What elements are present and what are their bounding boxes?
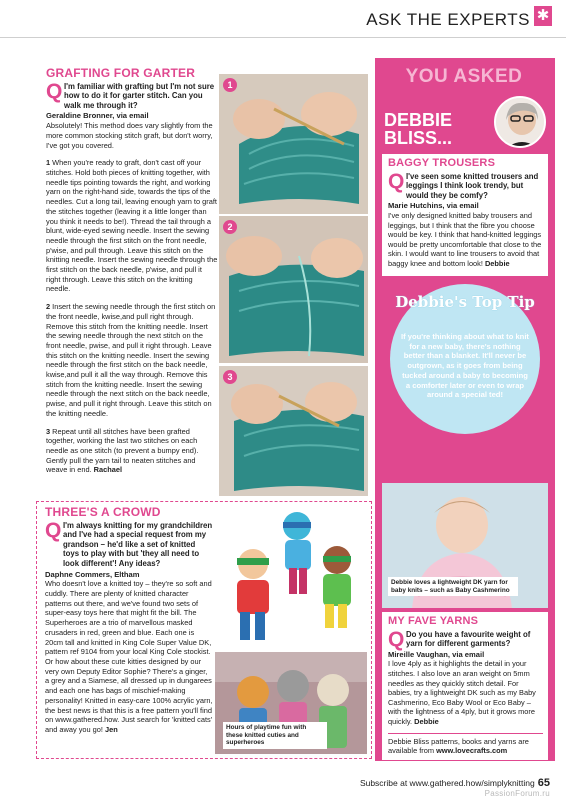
trousers-signoff: Debbie — [484, 258, 510, 268]
grafting-step-2 — [46, 302, 218, 418]
grafting-signoff: Rachael — [93, 465, 123, 475]
trousers-answer — [388, 211, 543, 269]
crowd-article — [36, 501, 372, 759]
subscribe-text[interactable]: Subscribe at www.gathered.how/simplyknitting — [359, 778, 535, 788]
crowd-question — [45, 518, 213, 569]
grafting-intro: Absolutely! This method does vary slightly from the more common stocking stitch graft, but don't worry, I've got you covered. — [46, 121, 213, 150]
step-photo-1 — [219, 74, 368, 214]
step-number-badge: 1 — [223, 78, 237, 92]
baby-caption: Debbie loves a lightweight DK yarn for baby knits – such as Baby Cashmerino — [388, 577, 518, 596]
step-text: When you're ready to graft, don't cast off your stitches. Hold both pieces of knitting together, with needle tips pointing towards the right, and working yarn on the right-hand side, towards the tips of the needles. Cut a long tail, leaving enough yarn to graft the stitches together (leaving it a little longer than you think it needs to be!). Thread the tail through a blunt, wide-eyed sewing needle. Insert the sewing needle through the first stitch on the front needle, p'wise, and pull through. Leave this stitch on the knitting needle. Insert the sewing needle through the first stitch on the back needle, p'wise, and pull it right through. Leave this stitch on the knitting needle. — [46, 158, 218, 294]
watermark: PassionForum.ru — [484, 789, 550, 798]
question-q-icon: Q — [46, 79, 63, 103]
trousers-question — [388, 169, 543, 201]
page-footer — [360, 777, 550, 789]
yarns-answer — [388, 659, 543, 726]
knitting-hands-image — [219, 74, 368, 214]
step-number-badge: 3 — [223, 370, 237, 384]
trousers-question-text: I've seen some knitted trousers and leggings I think look trendy, but would they be comfy? — [406, 171, 539, 200]
yarns-signoff: Debbie — [414, 716, 439, 726]
step-photo-2 — [219, 216, 368, 363]
products-link[interactable]: www.lovecrafts.com — [436, 746, 508, 756]
trousers-article — [382, 154, 548, 276]
star-icon: ✱ — [534, 6, 552, 26]
grafting-question — [46, 79, 218, 111]
products-text: Debbie Bliss patterns, books and yarns are available from — [388, 736, 529, 756]
grafting-question-text: I'm familiar with grafting but I'm not sure how to do it for garter stitch. Can you walk me through it? — [64, 81, 215, 110]
crowd-text — [45, 505, 213, 735]
crowd-answer-text: Who doesn't love a knitted toy – they're so soft and cuddly. There are plenty of knitted character patterns out there, and we've found two sets of super-easy toys here that might fit the bill. The Superheroes are a trio of marvellous masked crusaders in red, green and blue. Each one is 20cm tall and knitted in King Cole Super Value DK, pattern ref 9104 from your local King Cole stockist. Or how about these cute kitties designed by our very own Deputy Editor Sophie? There's a ginger, a grey and a Siamese, all dressed up in dungarees and each one has bags of mischief-making personality! Knitted in easy-care 100% acrylic yarn, the best news is that this is a free pattern you'll find on www.gathered.how. Just search for 'knitted cats' and away you go! — [45, 579, 213, 734]
trousers-asker: Marie Hutchins, via email — [388, 201, 479, 211]
expert-name: DEBBIE BLISS... — [384, 110, 453, 148]
step-photo-3 — [219, 366, 368, 496]
grafting-title: GRAFTING FOR GARTER — [46, 66, 196, 80]
crowd-asker: Daphne Commers, Eltham — [45, 569, 140, 579]
grafting-step-3 — [46, 427, 218, 476]
knitting-hands-image — [219, 366, 368, 496]
page-header — [0, 0, 566, 38]
yarns-question-text: Do you have a favourite weight of yarn for different garments? — [406, 629, 531, 649]
crowd-title: THREE'S A CROWD — [45, 505, 161, 519]
yarns-answer-text: I love 4ply as it highlights the detail in your stitches. I also love an aran weight on 5mm needles as they quickly stitch detail. For babies, try a lightweight DK such as my Baby Cashmerino, Eco Baby Wool or Eco Baby – with the lightness of a 4ply, but it grows more quickly. — [388, 659, 536, 726]
section-title: ASK THE EXPERTS — [366, 10, 530, 29]
yarns-asker: Mireille Vaughan, via email — [388, 649, 485, 659]
crowd-signoff: Jen — [105, 724, 118, 734]
grafting-article — [46, 66, 218, 475]
trousers-title: BAGGY TROUSERS — [388, 157, 496, 169]
cats-photo — [215, 652, 367, 754]
yarns-article — [382, 612, 548, 760]
you-asked-banner: YOU ASKED — [405, 66, 523, 87]
superheroes-photo — [219, 508, 366, 650]
step-number: 3 — [46, 426, 51, 436]
question-q-icon: Q — [388, 169, 405, 193]
question-q-icon: Q — [45, 518, 62, 542]
cats-caption: Hours of playtime fun with these knitted cuties and superheroes — [223, 722, 327, 749]
top-tip — [382, 284, 548, 474]
yarns-question — [388, 627, 543, 651]
page-number: 65 — [537, 777, 550, 789]
grafting-step-1 — [46, 158, 218, 294]
step-number: 2 — [46, 302, 51, 312]
step-number-badge: 2 — [223, 220, 237, 234]
step-text: Insert the sewing needle through the first stitch on the front needle, kwise,and pull right through. Remove this stitch from the knitting needle. Insert the sewing needle through the next stitch on the front needle, pwise, and pull it right through. Leave this stitch on the knitting needle. Insert the sewing needle through the first stitch on the back needle, kwise,and pull it all the way through. Remove this stitch from the knitting needle. Insert the sewing needle through the next stitch on the back needle, pwise, and pull it right through. Leave this stitch on the knitting needle. — [46, 302, 216, 418]
crowd-question-text: I'm always knitting for my grandchildren and I've had a special request from my grandson – he'd like a set of knitted toys to play with but 'they all need to look different'! Any ideas? — [63, 520, 213, 569]
grafting-asker: Geraldine Bronner, via email — [46, 111, 149, 121]
expert-avatar — [494, 96, 546, 148]
products-note — [388, 733, 543, 756]
step-number: 1 — [46, 158, 51, 168]
question-q-icon: Q — [388, 627, 405, 651]
knitting-hands-image — [219, 216, 368, 363]
yarns-title: MY FAVE YARNS — [388, 615, 479, 627]
trousers-answer-text: I've only designed knitted baby trousers and leggings, but I think that the fibre you choose would be key. I think that hand-knitted leggings would be pretty uncomfortable that close to the skin. I would want to line trousers to avoid that baggy knee and bottom look! — [388, 210, 542, 268]
crowd-answer — [45, 579, 213, 734]
tip-title: Debbie's Top Tip — [395, 293, 535, 311]
step-text: Repeat until all stitches have been grafted together, working the last two stitches on each needle as one stitch (to prevent a bumpy end). Gently pull the yarn tail to neaten stitches and weave in end. — [46, 426, 199, 475]
superhero-toys-image — [219, 508, 366, 650]
tip-body: If you're thinking about what to knit for a new baby, there's nothing better than a blanket. It'll never be outgrown, as it goes from being tucked around a baby to becoming a comforter later or even to wrap around a special ted! — [401, 332, 529, 400]
